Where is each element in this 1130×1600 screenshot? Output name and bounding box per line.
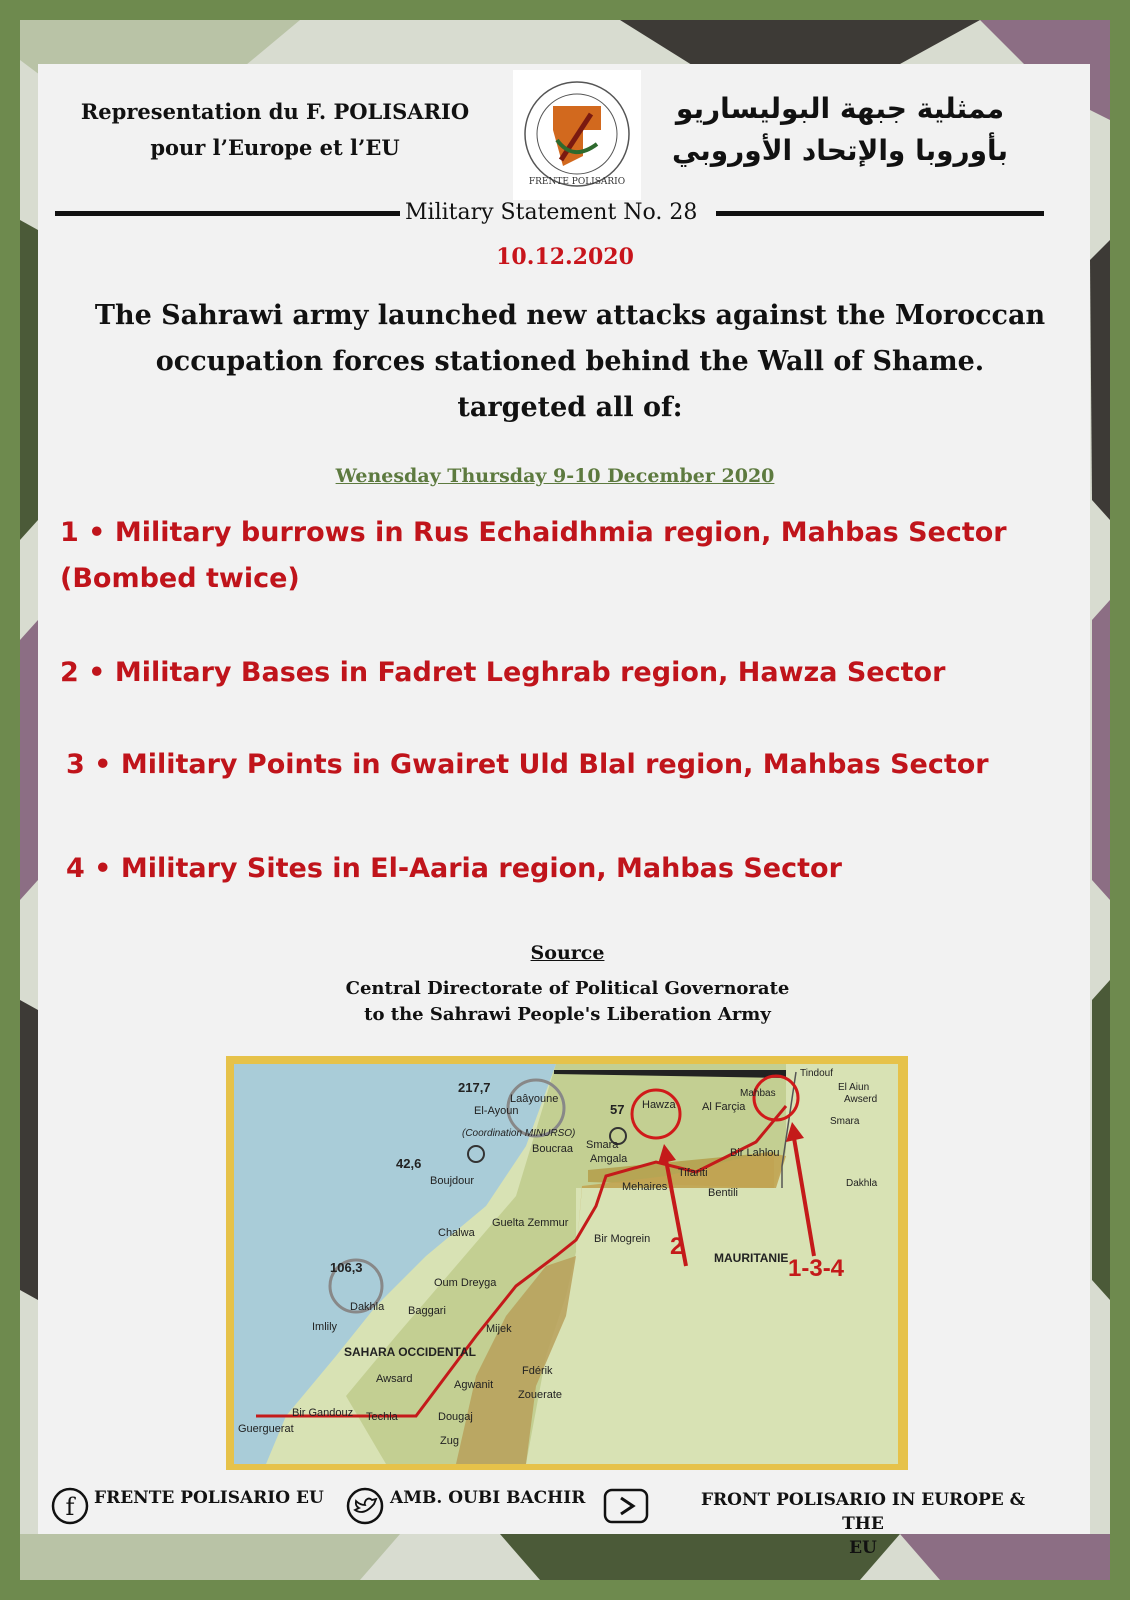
map-label-elayoun: El-Ayoun bbox=[474, 1105, 519, 1117]
twitter-icon[interactable] bbox=[344, 1486, 386, 1526]
map-label-boucraa: Boucraa bbox=[532, 1143, 573, 1155]
header-right bbox=[640, 88, 1040, 172]
header-left-line2: pour l’Europe et l’EU bbox=[150, 135, 400, 160]
map-label-dougaj: Dougaj bbox=[438, 1411, 473, 1423]
map-label-fderik: Fdérik bbox=[522, 1365, 553, 1377]
map-label-mehaires: Mehaires bbox=[622, 1181, 668, 1193]
source-heading: Source bbox=[530, 942, 605, 964]
map-label-dakhla-r: Dakhla bbox=[846, 1178, 878, 1189]
map-label-mahbas: Mahbas bbox=[740, 1088, 776, 1099]
svg-text:f: f bbox=[65, 1493, 75, 1521]
target-item-2: 2 • Military Bases in Fadret Leghrab region, Hawza Sector bbox=[60, 657, 946, 688]
map-label-2177: 217,7 bbox=[458, 1080, 491, 1095]
footer-youtube-label[interactable] bbox=[678, 1488, 1048, 1560]
map-label-amgala: Amgala bbox=[590, 1153, 628, 1165]
statement-title: Military Statement No. 28 bbox=[405, 200, 698, 225]
lead-paragraph bbox=[70, 293, 1070, 431]
map-label-awsard: Awsard bbox=[376, 1373, 413, 1385]
map-label-tifariti: Tifariti bbox=[678, 1167, 708, 1179]
map-label-birmogrein: Bir Mogrein bbox=[594, 1233, 651, 1245]
footer-youtube-line2: EU bbox=[849, 1538, 877, 1558]
map-marker-1-3-4: 1-3-4 bbox=[788, 1255, 845, 1282]
map-label-hawza: Hawza bbox=[642, 1099, 676, 1111]
map-label-birlahlou: Bir Lahlou bbox=[730, 1147, 780, 1159]
map-marker-2: 2 bbox=[670, 1233, 684, 1260]
facebook-icon[interactable] bbox=[50, 1486, 90, 1526]
map-label-mijek: Mijek bbox=[486, 1323, 512, 1335]
target-item-1 bbox=[60, 510, 1007, 602]
map-label-zug: Zug bbox=[440, 1435, 459, 1447]
map-label-bentili: Bentili bbox=[708, 1187, 738, 1199]
map-label-tindouf: Tindouf bbox=[800, 1068, 833, 1079]
day-heading: Wenesday Thursday 9-10 December 2020 bbox=[335, 465, 775, 487]
lead-line3: targeted all of: bbox=[457, 392, 683, 423]
header-left bbox=[50, 94, 500, 166]
footer-youtube-line1: FRONT POLISARIO IN EUROPE & THE bbox=[700, 1490, 1026, 1534]
map-label-elaiun: El Aiun bbox=[838, 1082, 870, 1093]
map-label-awserd-r: Awserd bbox=[844, 1094, 878, 1105]
map-label-imlily: Imlily bbox=[312, 1321, 338, 1333]
statement-date: 10.12.2020 bbox=[496, 244, 634, 270]
map-label-57: 57 bbox=[610, 1102, 625, 1117]
map-label-1063: 106,3 bbox=[330, 1260, 363, 1275]
map-label-sahara: SAHARA OCCIDENTAL bbox=[344, 1345, 476, 1359]
lead-line1: The Sahrawi army launched new attacks against the Moroccan bbox=[94, 300, 1046, 331]
target-item-1-line2: (Bombed twice) bbox=[60, 563, 300, 594]
target-item-1-line1: 1 • Military burrows in Rus Echaidhmia region, Mahbas Sector bbox=[60, 517, 1007, 548]
map-label-smara-r: Smara bbox=[830, 1116, 860, 1127]
footer-twitter-label[interactable]: AMB. OUBI BACHIR bbox=[390, 1488, 586, 1508]
map-label-baggari: Baggari bbox=[408, 1305, 446, 1317]
lead-line2: occupation forces stationed behind the Wall of Shame. bbox=[155, 346, 985, 377]
map-label-minurso: (Coordination MINURSO) bbox=[462, 1128, 576, 1139]
map-label-agwanit: Agwanit bbox=[454, 1379, 494, 1391]
map-label-techla: Techla bbox=[366, 1411, 398, 1423]
youtube-icon[interactable] bbox=[602, 1486, 650, 1526]
logo-text: FRENTE POLISARIO bbox=[528, 177, 626, 187]
map-label-chalwa: Chalwa bbox=[438, 1227, 475, 1239]
map-label-laayoune: Laâyoune bbox=[510, 1093, 559, 1105]
map-label-426: 42,6 bbox=[396, 1156, 422, 1171]
target-item-3: 3 • Military Points in Gwairet Uld Blal region, Mahbas Sector bbox=[66, 749, 989, 780]
sahara-map bbox=[226, 1056, 908, 1470]
map-label-guerguerat: Guerguerat bbox=[238, 1423, 294, 1435]
header-rule-left bbox=[55, 211, 400, 216]
header-right-line2: بأوروبا والإتحاد الأوروبي bbox=[671, 134, 1009, 167]
source-line2: to the Sahrawi People's Liberation Army bbox=[364, 1004, 771, 1025]
source-text bbox=[0, 976, 1130, 1028]
target-item-4: 4 • Military Sites in El-Aaria region, Mahbas Sector bbox=[66, 853, 842, 884]
footer-facebook-label[interactable]: FRENTE POLISARIO EU bbox=[94, 1488, 324, 1508]
source-line1: Central Directorate of Political Governorate bbox=[345, 978, 790, 999]
polisario-logo bbox=[513, 70, 641, 200]
map-label-alfarcia: Al Farçia bbox=[702, 1101, 746, 1113]
map-label-boujdour: Boujdour bbox=[430, 1175, 475, 1187]
header-right-line1: ممثلية جبهة البوليساريو bbox=[675, 92, 1005, 125]
header-left-line1: Representation du F. POLISARIO bbox=[80, 99, 470, 124]
map-label-zouerate: Zouerate bbox=[518, 1389, 563, 1401]
map-label-oumdreyga: Oum Dreyga bbox=[434, 1277, 497, 1289]
header-rule-right bbox=[716, 211, 1044, 216]
map-label-smara: Smara bbox=[586, 1139, 619, 1151]
map-label-guelta: Guelta Zemmur bbox=[492, 1217, 569, 1229]
map-label-mauritanie: MAURITANIE bbox=[714, 1251, 789, 1265]
map-label-birgandouz: Bir Gandouz bbox=[292, 1407, 354, 1419]
map-label-dakhla: Dakhla bbox=[350, 1301, 385, 1313]
